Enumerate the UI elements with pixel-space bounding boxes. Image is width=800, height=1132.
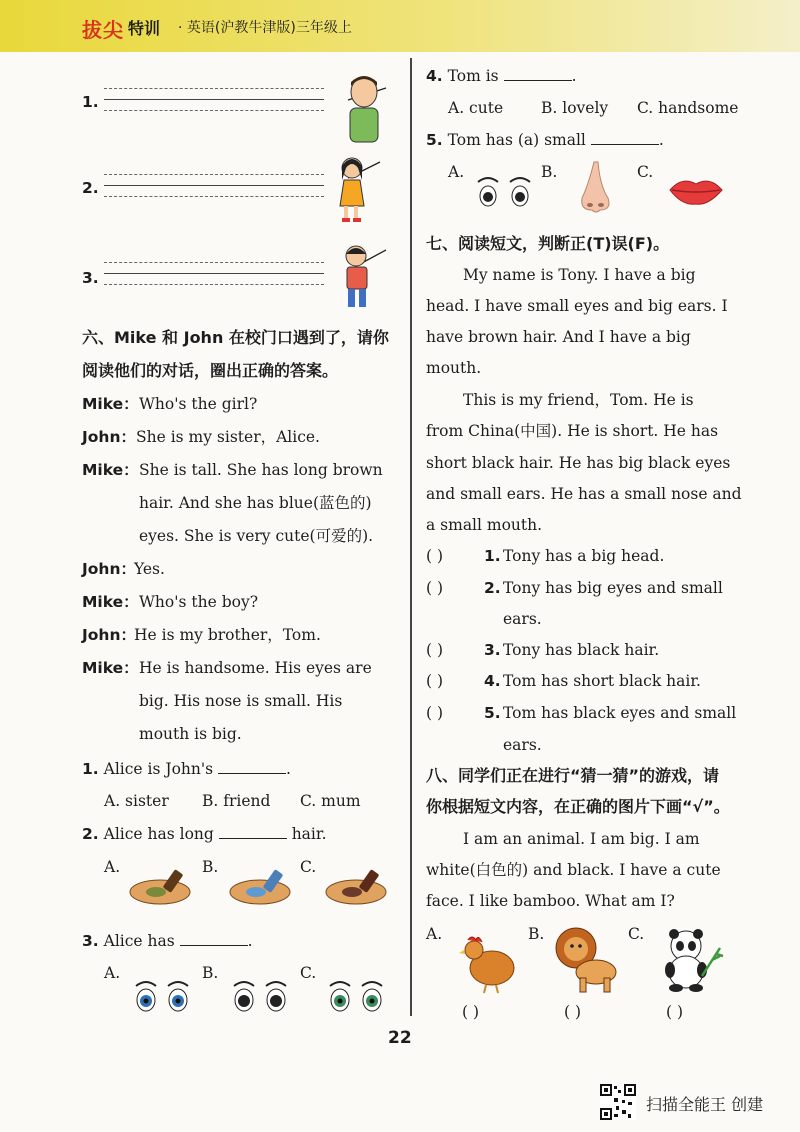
tf-paren[interactable]: ( ) [426, 672, 444, 690]
write-item-3: 3. [82, 269, 99, 287]
nose-icon [576, 158, 616, 216]
dialog-line: big. His nose is small. His [139, 692, 343, 710]
section-7-title: 七、阅读短文，判断正(T)误(F)。 [426, 234, 670, 253]
passage-line: This is my friend，Tom. He is [463, 391, 694, 409]
section-8-title-line2: 你根据短文内容，在正确的图片下画“√”。 [426, 797, 730, 816]
passage-line: and small ears. He has a small nose and [426, 485, 742, 503]
tf-statement: Tony has a big head. [503, 547, 665, 565]
answer-blank[interactable] [504, 66, 572, 81]
tf-statement: Tom has black eyes and small [503, 704, 737, 722]
dialog-speaker: John： [82, 428, 136, 446]
brand-logo-2: 特训 [128, 19, 161, 38]
dialog-line: Who's the girl? [139, 395, 258, 413]
section-8-title-line1: 八、同学们正在进行“猜一猜”的游戏，请 [426, 766, 720, 785]
boy-illustration [338, 70, 398, 146]
question-3: 3. Alice has . [82, 932, 253, 950]
dark-paint-icon [324, 866, 394, 906]
dialog-speaker: Mike： [82, 593, 139, 611]
passage-8-line: I am an animal. I am big. I am [463, 830, 700, 848]
dialog-line: Who's the boy? [139, 593, 259, 611]
passage-line: have brown hair. And I have a big [426, 328, 691, 346]
dialog-line: She is tall. She has long brown [139, 461, 383, 479]
q1-option-a[interactable]: A. sister [104, 792, 169, 810]
dialog-line: He is handsome. His eyes are [139, 659, 372, 677]
passage-8-line: white(白色的) and black. I have a cute [426, 861, 721, 879]
answer-blank[interactable] [180, 931, 248, 946]
q3-option-b[interactable]: B. [202, 964, 219, 982]
hen-icon [458, 930, 520, 994]
section-6-title-line1: 六、Mike 和 John 在校门口遇到了，请你 [82, 328, 389, 347]
girl-illustration [334, 152, 390, 224]
tf-statement: Tom has short black hair. [503, 672, 701, 690]
dialog-line: Yes. [134, 560, 165, 578]
passage-line: head. I have small eyes and big ears. I [426, 297, 728, 315]
passage-line: mouth. [426, 359, 482, 377]
q5-option-a[interactable]: A. [448, 163, 465, 181]
q5-option-c[interactable]: C. [637, 163, 654, 181]
q5-option-b[interactable]: B. [541, 163, 558, 181]
animal-option-a[interactable]: A. [426, 925, 443, 943]
dialog-speaker: Mike： [82, 659, 139, 677]
q4-option-a[interactable]: A. cute [448, 99, 504, 117]
eyes-black-icon [230, 976, 290, 1014]
passage-line: short black hair. He has big black eyes [426, 454, 731, 472]
q2-option-b[interactable]: B. [202, 858, 219, 876]
animal-paren-a[interactable]: ( ) [462, 1003, 480, 1021]
q4-option-b[interactable]: B. lovely [541, 99, 609, 117]
passage-line: from China(中国). He is short. He has [426, 422, 719, 440]
child-illustration [338, 242, 394, 312]
page-number: 22 [388, 1028, 412, 1048]
animal-paren-c[interactable]: ( ) [666, 1003, 684, 1021]
animal-option-b[interactable]: B. [528, 925, 545, 943]
dialog-speaker: John： [82, 560, 136, 578]
question-2: 2. Alice has long hair. [82, 825, 327, 843]
panda-icon [658, 926, 726, 994]
question-4: 4. Tom is . [426, 67, 577, 85]
dialog-speaker: Mike： [82, 461, 139, 479]
eyes-blue-icon [132, 976, 192, 1014]
dialog-speaker: John： [82, 626, 136, 644]
tf-paren[interactable]: ( ) [426, 641, 444, 659]
dialog-line: hair. And she has blue(蓝色的) [139, 494, 372, 512]
answer-blank[interactable] [219, 824, 287, 839]
q3-option-c[interactable]: C. [300, 964, 317, 982]
tf-statement-cont: ears. [503, 610, 542, 628]
dialog-line: She is my sister，Alice. [136, 428, 320, 446]
tf-statement: Tony has black hair. [503, 641, 660, 659]
brown-paint-icon [128, 866, 198, 906]
animal-option-c[interactable]: C. [628, 925, 645, 943]
tf-paren[interactable]: ( ) [426, 704, 444, 722]
write-item-1: 1. [82, 93, 99, 111]
passage-8-line: face. I like bamboo. What am I? [426, 892, 675, 910]
dialog-speaker: Mike： [82, 395, 139, 413]
brand-logo: 拔尖 [82, 18, 124, 42]
q1-option-b[interactable]: B. friend [202, 792, 271, 810]
write-item-2: 2. [82, 179, 99, 197]
dialog-line: mouth is big. [139, 725, 242, 743]
lion-icon [552, 924, 622, 994]
tf-statement: Tony has big eyes and small [503, 579, 723, 597]
q2-option-c[interactable]: C. [300, 858, 317, 876]
section-6-title-line2: 阅读他们的对话，圈出正确的答案。 [82, 361, 339, 380]
dialog-line: He is my brother，Tom. [134, 626, 321, 644]
qr-code-icon [600, 1084, 636, 1120]
eyes-green-icon [326, 976, 386, 1014]
question-5: 5. Tom has (a) small . [426, 131, 664, 149]
dialog-line: eyes. She is very cute(可爱的). [139, 527, 374, 545]
q1-option-c[interactable]: C. mum [300, 792, 361, 810]
animal-paren-b[interactable]: ( ) [564, 1003, 582, 1021]
q3-option-a[interactable]: A. [104, 964, 121, 982]
tf-statement-cont: ears. [503, 736, 542, 754]
tf-paren[interactable]: ( ) [426, 579, 444, 597]
tf-paren[interactable]: ( ) [426, 547, 444, 565]
q4-option-c[interactable]: C. handsome [637, 99, 739, 117]
scanner-watermark: 扫描全能王 创建 [646, 1095, 764, 1114]
eyes-icon [474, 170, 534, 210]
passage-line: a small mouth. [426, 516, 543, 534]
answer-blank[interactable] [218, 759, 286, 774]
lips-icon [668, 172, 724, 208]
blue-paint-icon [228, 866, 298, 906]
question-1: 1. Alice is John's . [82, 760, 291, 778]
book-subtitle: · 英语(沪教牛津版)三年级上 [178, 20, 352, 36]
passage-line: My name is Tony. I have a big [463, 266, 696, 284]
answer-blank[interactable] [591, 130, 659, 145]
q2-option-a[interactable]: A. [104, 858, 121, 876]
column-divider [410, 58, 412, 1016]
